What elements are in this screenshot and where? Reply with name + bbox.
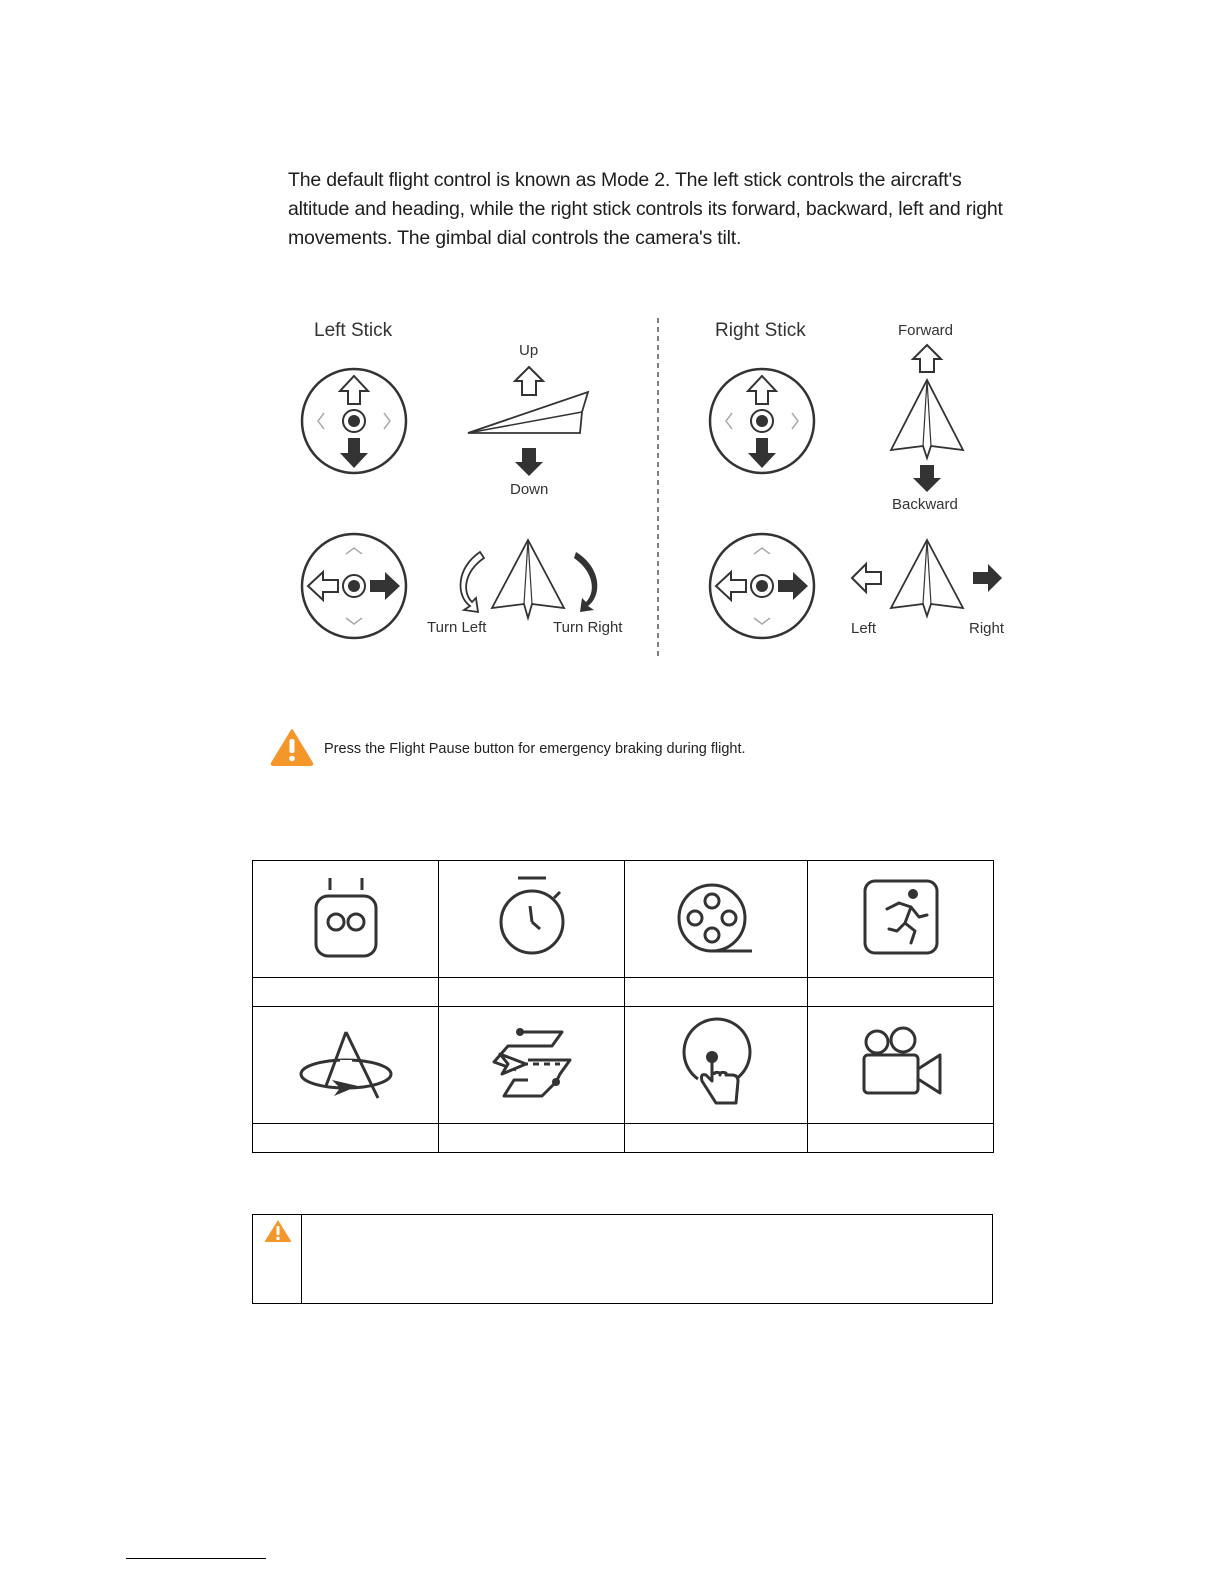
table-cell	[808, 1007, 994, 1124]
label-backward: Backward	[892, 496, 958, 513]
label-turn-right: Turn Right	[553, 619, 623, 636]
timer-icon	[496, 874, 568, 960]
film-reel-icon	[676, 874, 756, 960]
plane-top-view-turn-icon	[461, 540, 598, 618]
table-cell	[625, 1124, 808, 1153]
right-stick-title: Right Stick	[715, 320, 806, 341]
left-stick-title: Left Stick	[314, 320, 393, 341]
stick-diagram	[280, 300, 1040, 670]
note-icon-cell	[253, 1215, 302, 1303]
table-row	[253, 1007, 994, 1124]
intro-paragraph: The default flight control is known as Mode 2. The left stick controls the aircraft's altitude and heading, while the right stick controls its forward, backward, left and right movements. The gimbal dial controls the camera's tilt.	[288, 169, 1003, 249]
table-cell	[439, 978, 625, 1007]
note-box	[252, 1214, 993, 1304]
table-cell	[625, 978, 808, 1007]
table-cell	[808, 861, 994, 978]
label-turn-left: Turn Left	[427, 619, 487, 636]
label-down: Down	[510, 481, 549, 498]
stick-diagram-art	[280, 300, 1040, 670]
plane-forward-icon	[891, 345, 963, 492]
plane-lateral-icon	[852, 540, 1002, 616]
table-row	[253, 978, 994, 1007]
table-cell	[808, 978, 994, 1007]
warning-icon	[264, 1219, 292, 1243]
orbit-icon	[296, 1020, 396, 1106]
warning-text: Press the Flight Pause button for emergency braking during flight.	[324, 741, 746, 757]
footnote-divider	[126, 1558, 266, 1559]
table-cell	[808, 1124, 994, 1153]
right-stick-forward-joystick	[710, 369, 814, 473]
table-cell	[625, 861, 808, 978]
video-camera-icon	[856, 1025, 946, 1101]
waypoint-path-icon	[482, 1020, 582, 1106]
table-cell	[439, 1007, 625, 1124]
left-stick-updown-joystick	[302, 369, 406, 473]
label-forward: Forward	[898, 322, 954, 339]
label-up: Up	[519, 342, 539, 359]
running-person-icon	[861, 877, 941, 957]
plane-side-view-icon	[468, 367, 588, 476]
table-cell	[253, 1124, 439, 1153]
right-stick-lateral-joystick	[710, 534, 814, 638]
table-cell	[439, 1124, 625, 1153]
table-cell	[253, 978, 439, 1007]
left-stick-turn-joystick	[302, 534, 406, 638]
warning-icon	[270, 728, 314, 766]
label-right: Right	[969, 620, 1005, 637]
table-cell	[253, 861, 439, 978]
table-cell	[625, 1007, 808, 1124]
table-row	[253, 1124, 994, 1153]
flight-pause-warning	[270, 728, 970, 768]
remote-controller-icon	[311, 874, 381, 960]
tap-target-icon	[676, 1017, 756, 1109]
table-cell	[439, 861, 625, 978]
feature-icon-table	[252, 860, 994, 1153]
table-row	[253, 861, 994, 978]
label-left: Left	[851, 620, 877, 637]
table-cell	[253, 1007, 439, 1124]
